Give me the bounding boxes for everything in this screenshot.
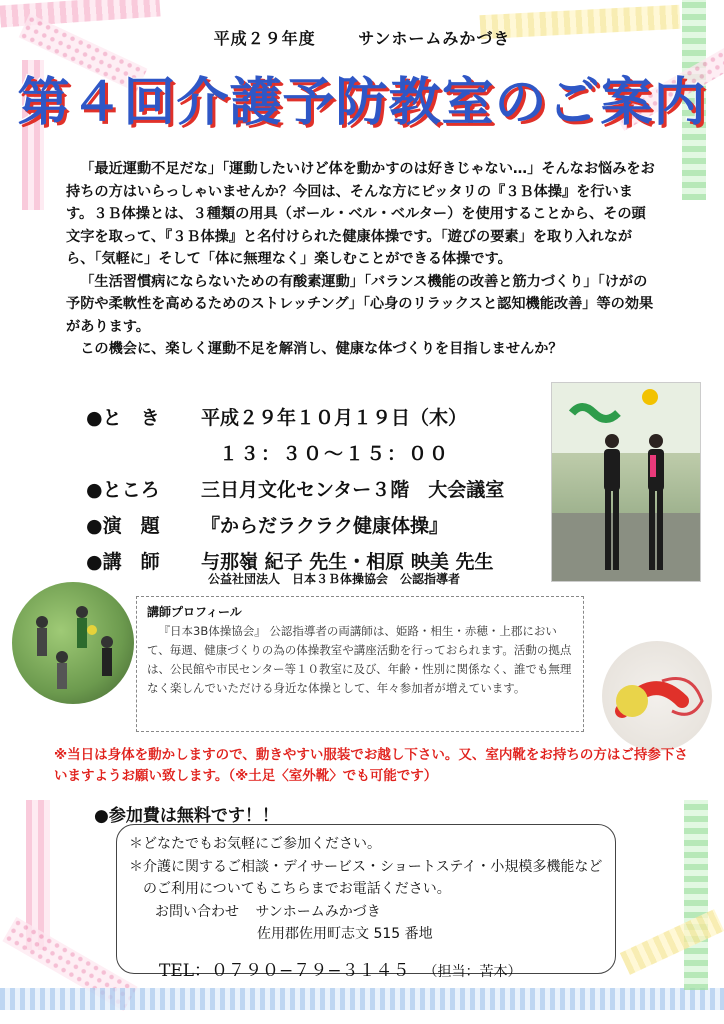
washi-tape (684, 800, 708, 990)
header-line (0, 26, 724, 49)
profile-title: 講師プロフィール (147, 605, 242, 619)
contact-box (116, 824, 616, 981)
intro-paragraph: この機会に、楽しく運動不足を解消し、健康な体づくりを目指しませんか？ (80, 341, 563, 357)
lecturer-profile (136, 596, 584, 732)
inquiry-line (129, 901, 603, 924)
where-value: 三日月文化センター３階 大会議室 (201, 478, 505, 501)
topic-value: 『からだラクラク健康体操』 (201, 514, 449, 537)
inquiry-name: サンホームみかづき (255, 903, 381, 920)
contact-line: ＊どなたでもお気軽にご参加ください。 (129, 836, 381, 852)
when-label: ●と き (86, 406, 160, 429)
profile-body: 『日本3B体操協会』 公認指導者の両講師は、姫路・相生・赤穂・上郡において、毎週、健康づくりの為の体操教室や講座活動を行っておられます。活動の拠点は、公民館や市民センター等１０教室に及び、年齢・性別に関係なく、誰でも無理なく楽しんでいただける身近な体操として、年々参加者が増えています。 (147, 624, 572, 695)
event-details (86, 398, 546, 587)
inquiry-label: お問い合わせ (155, 903, 239, 920)
washi-tape (0, 988, 724, 1010)
warning-note: ※当日は身体を動かしますので、動きやすい服装でお越し下さい。又、室内靴をお持ちの方はご持参下さいますようお願い致します。（※土足〈室外靴〉でも可能です） (54, 747, 688, 784)
page-title: 第４回介護予防教室のご案内 (17, 73, 707, 133)
intro-paragraph: 「最近運動不足だな」「運動したいけど体を動かすのは好きじゃない…」そんなお悩みをお持ちの方はいらっしゃいませんか？今回は、そんな方にピッタリの『３Ｂ体操』を行います。３Ｂ体操とは、３種類の用具（ボール・ベル・ベルター）を使用することから、その頭文字を取って、『３Ｂ体操』と名付けられた健康体操です。「遊びの要素」を取り入れながら、「気軽に」そして「体に無理なく」楽しむことができる体操です。 (66, 161, 655, 267)
when-date: 平成２９年１０月１９日（木） (201, 406, 468, 429)
address: 佐用郡佐用町志文 515 番地 (257, 926, 433, 942)
header-year: 平成２９年度 (213, 29, 316, 48)
header-facility: サンホームみかづき (358, 29, 511, 48)
contact-line: のご利用についてもこちらまでお電話ください。 (143, 881, 451, 897)
when-time: １３：３０〜１５：００ (219, 442, 451, 465)
lecturer-label: ●講 師 (86, 550, 160, 573)
intro-text (66, 158, 656, 361)
tel-number: TEL：０７９０−７９−３１４５ (159, 960, 410, 981)
washi-tape (620, 909, 724, 975)
intro-paragraph: 「生活習慣病にならないための有酸素運動」「バランス機能の改善と筋力づくり」「けがの予防や柔軟性を高めるためのストレッチング」「心身のリラックスと認知機能改善」等の効果があります。 (66, 273, 654, 335)
contact-person: （担当：苦木） (423, 963, 522, 980)
contact-line: ＊介護に関するご相談・デイサービス・ショートステイ・小規模多機能など (129, 858, 603, 875)
lecturer-note: 公益社団法人 日本３Ｂ体操協会 公認指導者 (208, 572, 461, 586)
fee-notice: ●参加費は無料です！！ (94, 806, 279, 826)
equipment-photo (602, 641, 712, 751)
instructors-photo (551, 382, 701, 582)
where-label: ●ところ (86, 478, 160, 501)
detail-when (86, 398, 546, 434)
detail-where (86, 470, 546, 506)
detail-topic (86, 506, 546, 542)
tel-line (129, 960, 603, 984)
class-photo (12, 582, 134, 704)
detail-time (86, 434, 546, 470)
lecturer-value: 与那嶺 紀子 先生・相原 映美 先生 (201, 550, 494, 573)
topic-label: ●演 題 (86, 514, 160, 537)
